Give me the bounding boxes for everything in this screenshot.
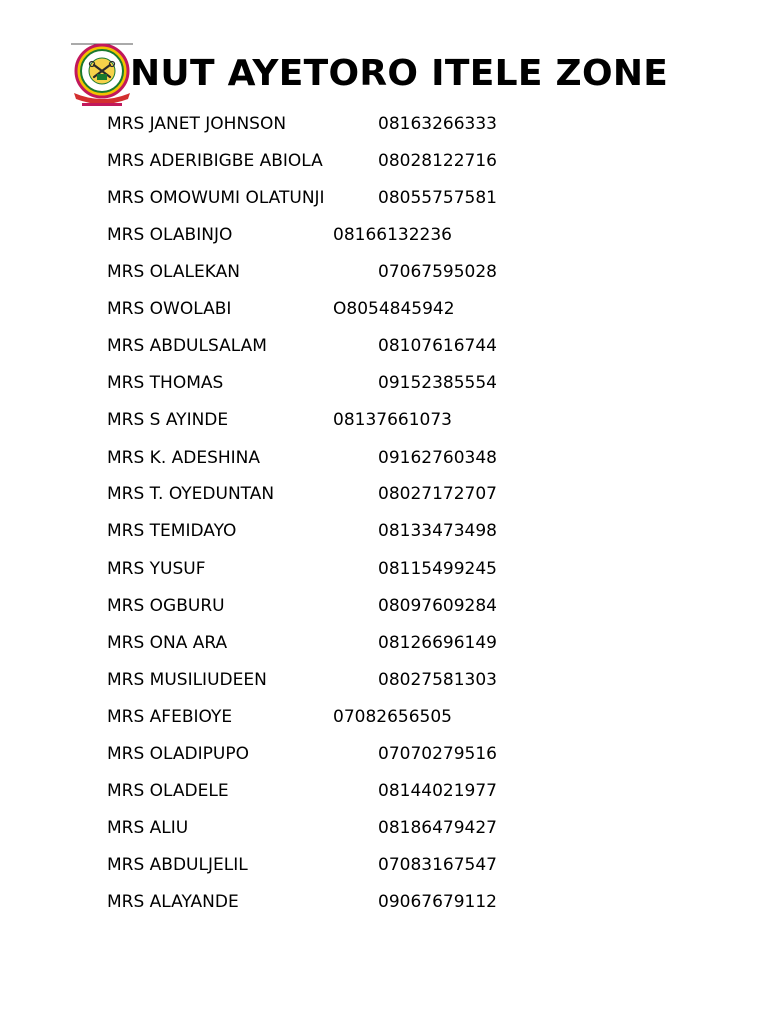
member-phone: 07083167547 bbox=[378, 855, 497, 875]
member-phone: 09152385554 bbox=[378, 373, 497, 393]
list-item bbox=[0, 631, 768, 655]
member-name: MRS K. ADESHINA bbox=[107, 448, 261, 468]
list-item bbox=[0, 482, 768, 506]
member-name: MRS ABDULJELIL bbox=[107, 855, 248, 875]
member-name: MRS ADERIBIGBE ABIOLA bbox=[107, 151, 323, 171]
member-name: MRS OLADIPUPO bbox=[107, 744, 249, 764]
member-phone: 08027172707 bbox=[378, 484, 497, 504]
list-item bbox=[0, 112, 768, 136]
member-phone: 08055757581 bbox=[378, 188, 497, 208]
list-item bbox=[0, 557, 768, 581]
list-item bbox=[0, 334, 768, 358]
member-phone: 08028122716 bbox=[378, 151, 497, 171]
list-item bbox=[0, 260, 768, 284]
page-title: NUT AYETORO ITELE ZONE bbox=[130, 53, 669, 94]
list-item bbox=[0, 297, 768, 321]
member-phone: 08107616744 bbox=[378, 336, 497, 356]
member-name: MRS AFEBIOYE bbox=[107, 707, 233, 727]
list-item bbox=[0, 890, 768, 914]
member-phone: 07070279516 bbox=[378, 744, 497, 764]
list-item bbox=[0, 149, 768, 173]
member-name: MRS THOMAS bbox=[107, 373, 224, 393]
list-item bbox=[0, 705, 768, 729]
member-name: MRS ALAYANDE bbox=[107, 892, 239, 912]
member-name: MRS OLALEKAN bbox=[107, 262, 240, 282]
member-phone: 08126696149 bbox=[378, 633, 497, 653]
list-item bbox=[0, 519, 768, 543]
list-item bbox=[0, 371, 768, 395]
member-phone: 08133473498 bbox=[378, 521, 497, 541]
member-name: MRS ABDULSALAM bbox=[107, 336, 267, 356]
list-item bbox=[0, 816, 768, 840]
member-name: MRS OMOWUMI OLATUNJI bbox=[107, 188, 325, 208]
member-phone: O8054845942 bbox=[333, 299, 455, 319]
list-item bbox=[0, 594, 768, 618]
member-name: MRS ALIU bbox=[107, 818, 189, 838]
list-item bbox=[0, 446, 768, 470]
member-phone: 08027581303 bbox=[378, 670, 497, 690]
member-name: MRS T. OYEDUNTAN bbox=[107, 484, 275, 504]
member-phone: 09162760348 bbox=[378, 448, 497, 468]
list-item bbox=[0, 742, 768, 766]
member-name: MRS YUSUF bbox=[107, 559, 206, 579]
list-item bbox=[0, 853, 768, 877]
member-phone: 08115499245 bbox=[378, 559, 497, 579]
member-name: MRS MUSILIUDEEN bbox=[107, 670, 267, 690]
member-name: MRS ONA ARA bbox=[107, 633, 228, 653]
member-phone: 08097609284 bbox=[378, 596, 497, 616]
member-phone: 09067679112 bbox=[378, 892, 497, 912]
member-phone: 08166132236 bbox=[333, 225, 452, 245]
member-phone: 08144021977 bbox=[378, 781, 497, 801]
member-name: MRS OWOLABI bbox=[107, 299, 232, 319]
member-name: MRS OLADELE bbox=[107, 781, 229, 801]
list-item bbox=[0, 186, 768, 210]
member-phone: 07082656505 bbox=[333, 707, 452, 727]
list-item bbox=[0, 223, 768, 247]
list-item bbox=[0, 779, 768, 803]
member-name: MRS JANET JOHNSON bbox=[107, 114, 287, 134]
member-phone: 07067595028 bbox=[378, 262, 497, 282]
member-name: MRS OGBURU bbox=[107, 596, 225, 616]
list-item bbox=[0, 408, 768, 432]
member-name: MRS TEMIDAYO bbox=[107, 521, 237, 541]
member-name: MRS S AYINDE bbox=[107, 410, 229, 430]
member-phone: 08186479427 bbox=[378, 818, 497, 838]
member-phone: 08163266333 bbox=[378, 114, 497, 134]
member-name: MRS OLABINJO bbox=[107, 225, 233, 245]
member-phone: 08137661073 bbox=[333, 410, 452, 430]
list-item bbox=[0, 668, 768, 692]
